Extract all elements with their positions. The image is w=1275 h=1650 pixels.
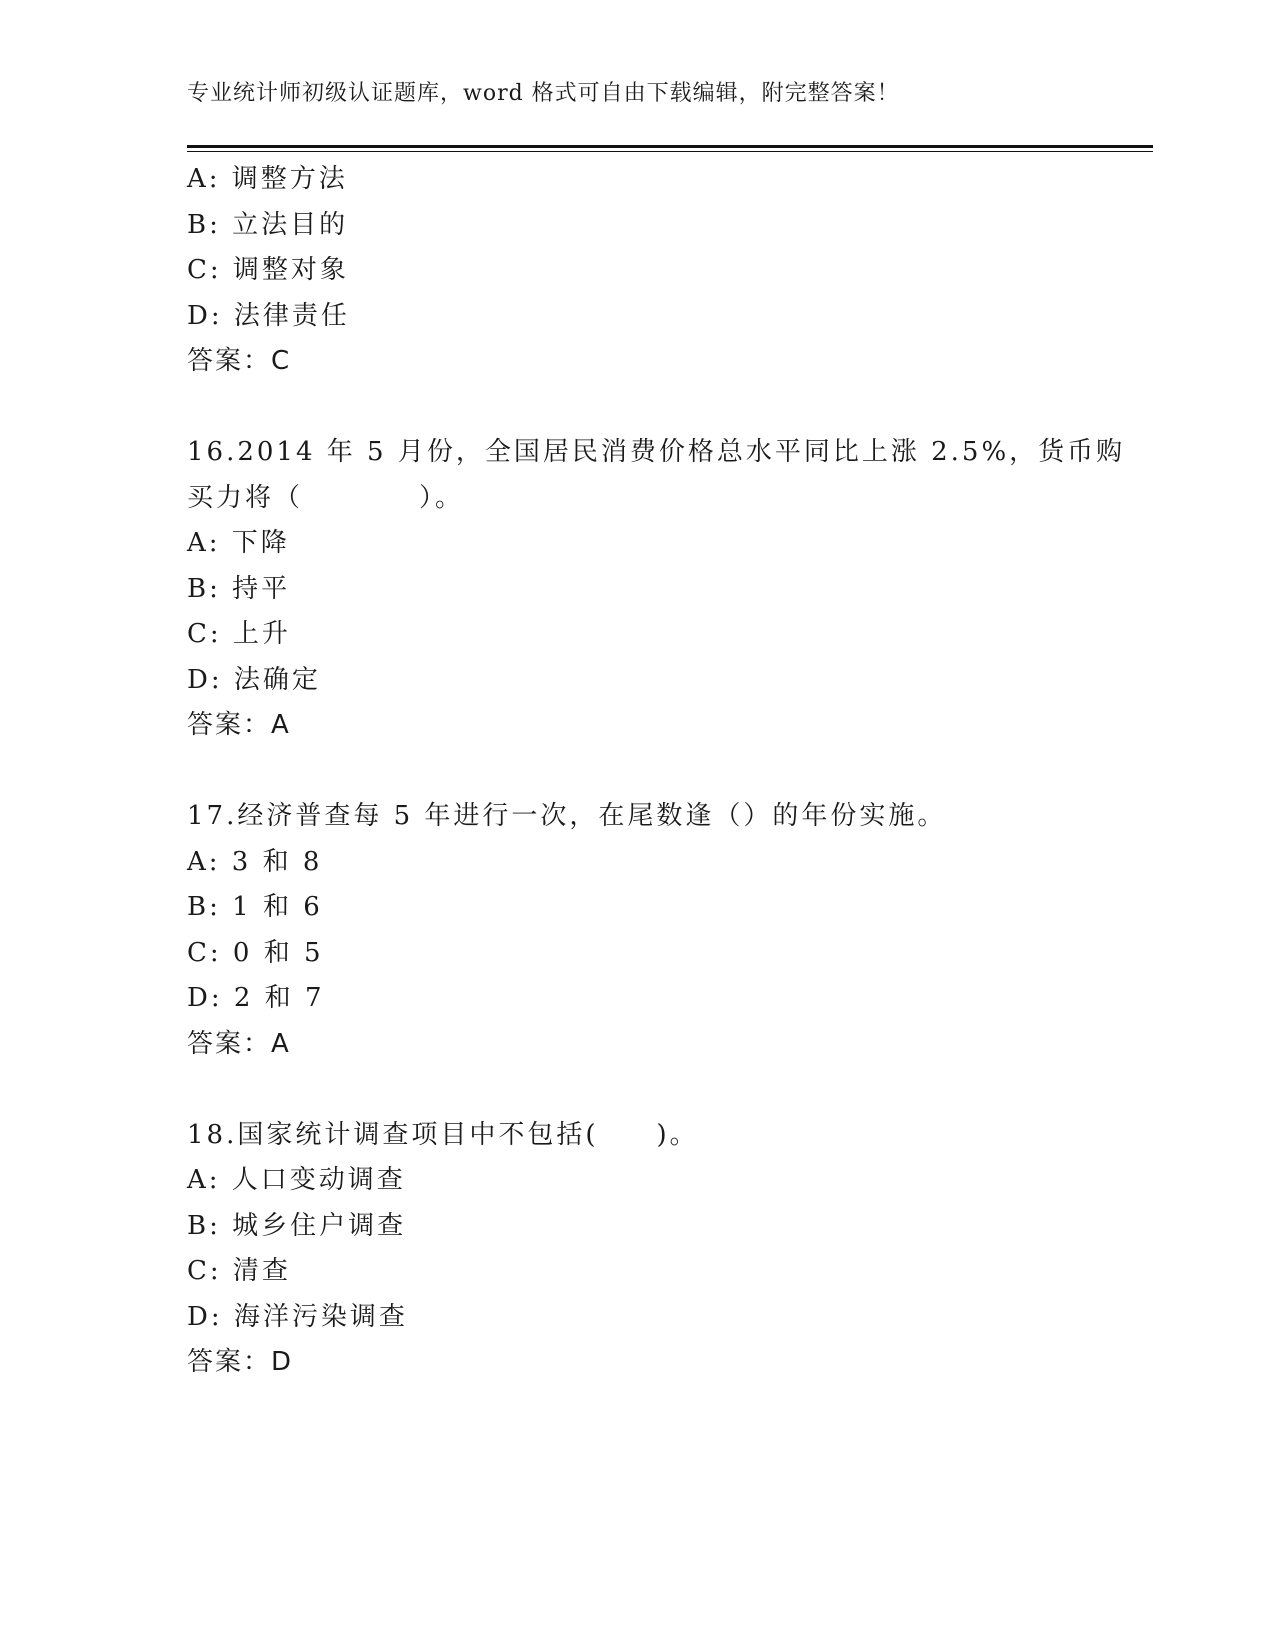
option-b: B: 1 和 6 [187, 892, 323, 922]
option-a: A: 下降 [187, 528, 290, 558]
option-c: C: 清查 [187, 1256, 291, 1286]
option-c: C: 调整对象 [187, 255, 349, 285]
option-c: C: 0 和 5 [187, 937, 324, 968]
answer: 答案：D [187, 1347, 294, 1377]
question-stem: 16.2014 年 5 月份，全国居民消费价格总水平同比上涨 2.5%，货币购 [187, 437, 1126, 467]
spacer [187, 1067, 1153, 1113]
carryover-question [187, 157, 1153, 385]
option-b: B: 城乡住户调查 [187, 1210, 407, 1241]
question-stem: 18.国家统计调查项目中不包括( )。 [187, 1119, 699, 1150]
option-d: D: 海洋污染调查 [187, 1301, 408, 1332]
option-c: C: 上升 [187, 619, 291, 649]
question-18 [187, 1113, 1153, 1386]
option-a: A: 3 和 8 [187, 846, 323, 877]
answer: 答案：A [187, 1028, 291, 1059]
question-17 [187, 794, 1153, 1067]
spacer [187, 385, 1153, 431]
option-a: A: 调整方法 [187, 164, 348, 194]
header-rule-thick [187, 145, 1153, 148]
option-b: B: 立法目的 [187, 209, 349, 240]
question-stem: 17.经济普查每 5 年进行一次，在尾数逢（）的年份实施。 [187, 801, 947, 831]
option-d: D: 2 和 7 [187, 983, 325, 1013]
answer: 答案：C [187, 346, 292, 376]
question-stem: 买力将（ ）。 [187, 482, 465, 513]
option-a: A: 人口变动调查 [187, 1165, 406, 1195]
question-list [187, 157, 1153, 1386]
question-16 [187, 430, 1153, 749]
option-d: D: 法律责任 [187, 300, 350, 331]
option-b: B: 持平 [187, 573, 291, 604]
answer: 答案：A [187, 710, 291, 740]
option-d: D: 法确定 [187, 664, 321, 695]
spacer [187, 749, 1153, 795]
header-rule-thin [187, 151, 1153, 152]
page-header: 专业统计师初级认证题库，word 格式可自由下载编辑，附完整答案！ [187, 81, 900, 106]
